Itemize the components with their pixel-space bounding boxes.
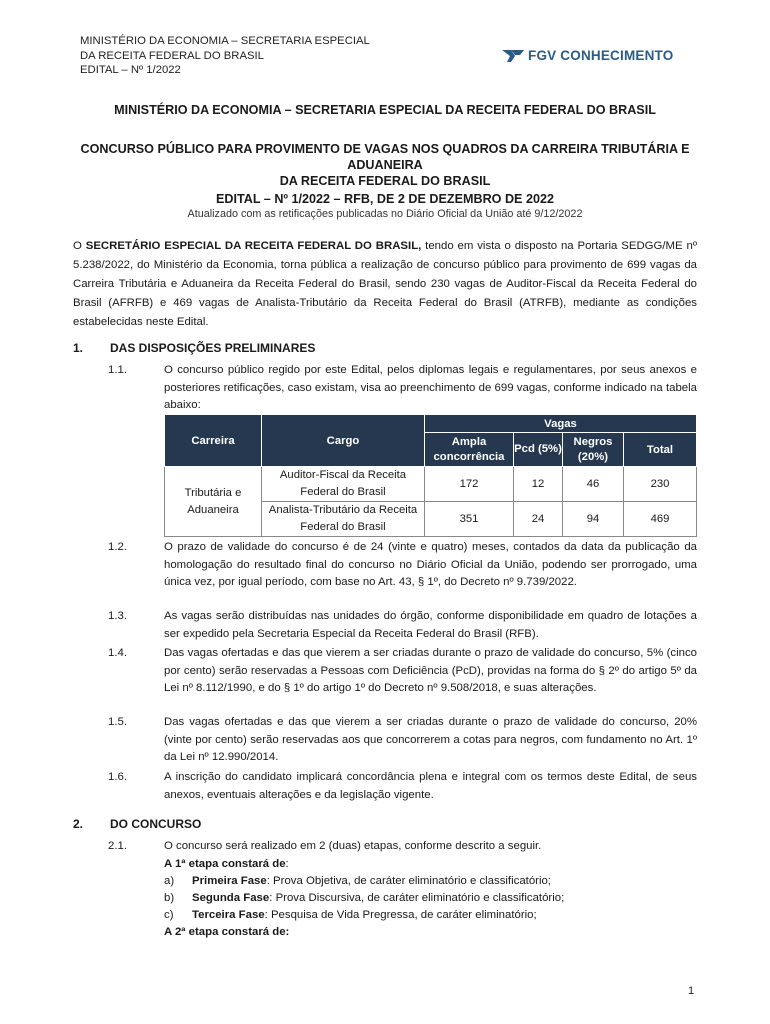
section-title: DAS DISPOSIÇÕES PRELIMINARES [110, 341, 316, 355]
edital-subtitle: Atualizado com as retificações publicadas no Diário Oficial da União até 9/12/2022 [187, 208, 583, 220]
intro-text: tendo em vista o disposto na Portaria SEDGG/ME nº 5.238/2022, do Ministério da Economia, torna pública a realização de concurso público para provimento de 699 vagas da Carreira Tributária e Aduaneira da Receita Federal do Brasil, sendo 230 vagas de Auditor-Fiscal da Receita Federal do Brasil (AFRFB) e 469 vagas de Analista-Tributário da Receita Federal do Brasil (ATRFB), mediante as condições estabelecidas neste Edital. [73, 240, 697, 328]
clause-text: Das vagas ofertadas e das que vierem a ser criadas durante o prazo de validade do concurso, 5% (cinco por cento) serão reservadas a Pessoas com Deficiência (PcD), providas na forma do § 2º do artigo 5º da Lei nº 8.112/1990, e do § 1º do artigo 1º do Decreto nº 9.508/2018, e suas alterações. [164, 647, 697, 694]
etapa-colon: : [285, 858, 289, 870]
etapa-title: A 1ª etapa constará de [164, 858, 286, 870]
cell-pcd: 24 [514, 502, 563, 537]
list-marker: b) [164, 892, 175, 904]
concurso-title-line: DA RECEITA FEDERAL DO BRASIL [279, 174, 491, 188]
section-number: 1. [73, 341, 84, 355]
section-number: 2. [73, 817, 84, 831]
clause-number: 1.1. [108, 364, 127, 376]
logo-text: FGV CONHECIMENTO [528, 48, 674, 63]
cell-total: 230 [624, 467, 697, 502]
cell-total: 469 [624, 502, 697, 537]
fase-name: Primeira Fase [192, 875, 267, 887]
clause [108, 645, 697, 698]
cell-pcd: 12 [514, 467, 563, 502]
fgv-logo-icon [502, 50, 524, 62]
clause-number: 2.1. [108, 840, 127, 852]
clause [108, 608, 697, 643]
intro-paragraph [73, 237, 697, 332]
clause-text: O concurso será realizado em 2 (duas) etapas, conforme descrito a seguir. [164, 840, 542, 852]
etapa-title: A 2ª etapa constará de: [164, 926, 290, 938]
edital-title: EDITAL – Nº 1/2022 – RFB, DE 2 DE DEZEMBRO DE 2022 [216, 192, 554, 206]
th-total: Total [624, 433, 697, 467]
section-heading [73, 817, 201, 831]
cell-ampla: 172 [425, 467, 514, 502]
clause-number: 1.4. [108, 647, 127, 659]
fase-description: : Pesquisa de Vida Pregressa, de caráter eliminatório; [264, 909, 537, 921]
header-line: DA RECEITA FEDERAL DO BRASIL [80, 49, 264, 62]
clause-text: As vagas serão distribuídas nas unidades do órgão, conforme disponibilidade em quadro de lotações a ser expedido pela Secretaria Especial da Receita Federal do Brasil (RFB). [164, 610, 697, 640]
th-pcd: Pcd (5%) [514, 433, 563, 467]
cell-cargo: Analista-Tributário da Receita Federal do Brasil [262, 502, 425, 537]
clause-text: O prazo de validade do concurso é de 24 (vinte e quatro) meses, contados da data da publicação da homologação do resultado final do concurso no Diário Oficial da União, podendo ser prorrogado, uma única vez, por igual período, com base no Art. 43, § 1º, do Decreto nº 9.739/2022. [164, 541, 697, 588]
clause [108, 769, 697, 804]
concurso-title [60, 141, 710, 189]
fase-name: Segunda Fase [192, 892, 270, 904]
clause-text: O concurso público regido por este Edital, pelos diplomas legais e regulamentares, por seus anexos e posteriores retificações, caso existam, visa ao preenchimento de 699 vagas, conforme indicado na tabela abaixo: [164, 364, 697, 411]
fase-name: Terceira Fase [192, 909, 265, 921]
fase-description: : Prova Discursiva, de caráter eliminatório e classificatório; [269, 892, 565, 904]
header-line: EDITAL – Nº 1/2022 [80, 64, 181, 76]
list-marker: c) [164, 909, 174, 921]
list-item [164, 890, 564, 907]
clause [108, 362, 697, 415]
intro-bold: SECRETÁRIO ESPECIAL DA RECEITA FEDERAL DO BRASIL, [85, 240, 422, 252]
header-line: MINISTÉRIO DA ECONOMIA – SECRETARIA ESPECIAL [80, 35, 370, 47]
section-title: DO CONCURSO [110, 817, 202, 831]
clause-number: 1.5. [108, 716, 127, 728]
etapa-heading [164, 856, 564, 873]
clause-number: 1.3. [108, 610, 127, 622]
clause-number: 1.2. [108, 541, 127, 553]
concurso-title-line: CONCURSO PÚBLICO PARA PROVIMENTO DE VAGAS NOS QUADROS DA CARREIRA TRIBUTÁRIA E ADUANEIRA [80, 142, 690, 172]
etapas-list [164, 856, 564, 941]
cell-negros: 94 [563, 502, 624, 537]
clause [108, 714, 697, 767]
main-title: MINISTÉRIO DA ECONOMIA – SECRETARIA ESPECIAL DA RECEITA FEDERAL DO BRASIL [114, 103, 656, 117]
th-cargo: Cargo [262, 415, 425, 467]
cell-negros: 46 [563, 467, 624, 502]
vagas-table [164, 414, 697, 537]
cell-carreira: Tributária e Aduaneira [165, 467, 262, 537]
list-item [164, 873, 564, 890]
th-ampla: Ampla concorrência [425, 433, 514, 467]
cell-ampla: 351 [425, 502, 514, 537]
clause [108, 838, 697, 856]
th-vagas: Vagas [425, 415, 697, 433]
list-marker: a) [164, 875, 175, 887]
page-number: 1 [688, 985, 695, 997]
clause-text: A inscrição do candidato implicará concordância plena e integral com os termos deste Edital, de seus anexos, eventuais alterações e da legislação vigente. [164, 771, 697, 801]
fase-description: : Prova Objetiva, de caráter eliminatório e classificatório; [266, 875, 551, 887]
header-block [80, 34, 370, 78]
intro-lead: O [73, 240, 86, 252]
clause-text: Das vagas ofertadas e das que vierem a ser criadas durante o prazo de validade do concurso, 20% (vinte por cento) serão reservadas aos que concorrerem a cotas para negros, com fundamento no Art. 1º da Lei nº 12.990/2014. [164, 716, 697, 763]
list-item [164, 907, 564, 924]
cell-cargo: Auditor-Fiscal da Receita Federal do Brasil [262, 467, 425, 502]
clause [108, 539, 697, 592]
th-negros: Negros (20%) [563, 433, 624, 467]
section-heading [73, 341, 315, 355]
table-row [165, 467, 697, 502]
fgv-logo [502, 48, 673, 63]
clause-number: 1.6. [108, 771, 127, 783]
th-carreira: Carreira [165, 415, 262, 467]
